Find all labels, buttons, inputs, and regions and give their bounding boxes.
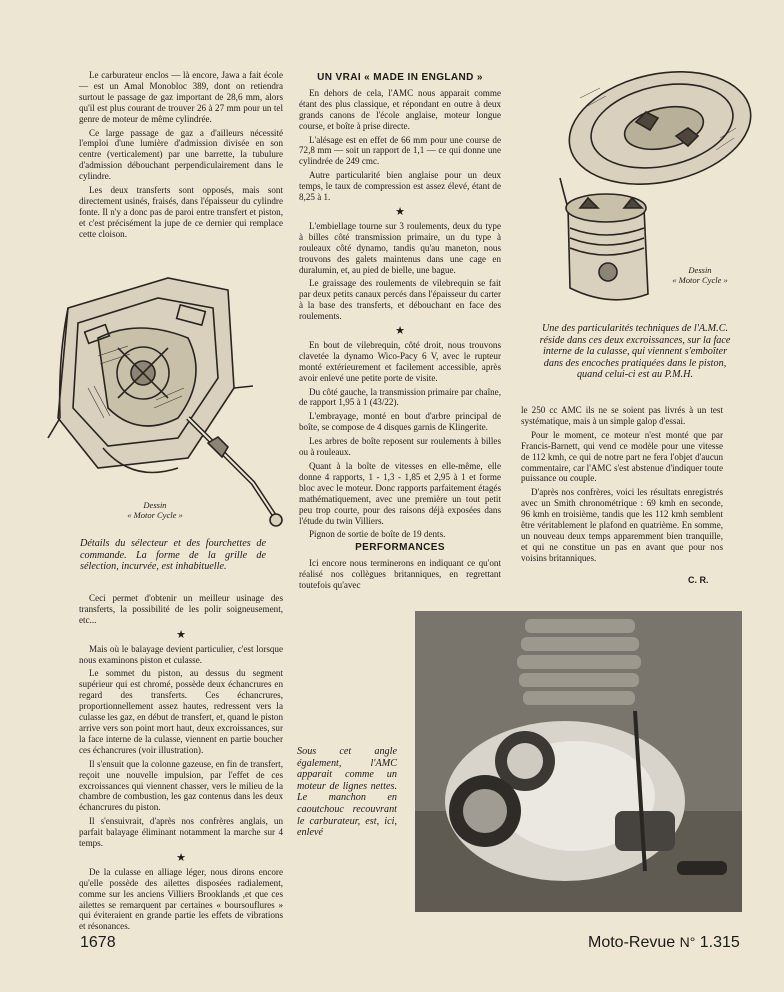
paragraph: L'alésage est en effet de 66 mm pour une course de 72,8 mm — soit un rapport de 1,1 — ce qui donne une cylindrée de 249 cmc. (299, 134, 501, 167)
gear-selector-drawing (38, 268, 284, 530)
paragraph: Il s'ensuit que la colonne gazeuse, en fin de transfert, reçoit une nouvelle impulsion, par l'effet de ces excroissances qui viennent chasser, vers le milieu de la chambre de combustion, les gaz contenus dans les deux échancrures du piston. (79, 758, 283, 813)
credit-line: « Motor Cycle » (127, 510, 183, 520)
paragraph: Autre particularité bien anglaise pour un deux temps, le taux de compression est assez élevé, étant de 8,25 à 1. (299, 170, 501, 203)
paragraph: D'après nos confrères, voici les résultats enregistrés avec un Smith chronométrique : 69 kmh en seconde, 96 kmh en troisième, tandis que les 112 kmh semblent être véritablement le plafond en quatrième. En somme, un nouveau deux temps apparemment bien tranquille, et qui ne constitue un pas en avant que pour nos voisins britanniques. (521, 487, 723, 563)
paragraph: Mais où le balayage devient particulier, c'est lorsque nous examinons piston et culasse. (79, 643, 283, 665)
left-drawing-credit (100, 500, 210, 520)
paragraph: En bout de vilebrequin, côté droit, nous trouvons clavetée la dynamo Wico-Pacy 6 V, avec le rupteur monté extérieurement et facilement accessible, après avoir enlevé une petite porte de visite. (299, 339, 501, 383)
right-drawing-credit (650, 265, 750, 285)
paragraph: L'embiellage tourne sur 3 roulements, deux du type à billes côté transmission primaire, un du type à rouleaux côté dynamo, tandis qu'au maneton, nous trouvons des galets maintenus dans une cage en duralumin, et, au pied de bielle, une bague. (299, 220, 501, 275)
star-separator: ★ (176, 851, 186, 864)
credit-line: Dessin (688, 265, 712, 275)
star-separator: ★ (395, 325, 405, 338)
author-signature: C. R. (688, 575, 709, 585)
middle-column (299, 70, 501, 594)
paragraph: Ici encore nous terminerons en indiquant ce qu'ont réalisé nos collègues britanniques, en regrettant toutefois qu'avec (299, 558, 501, 591)
page-number: 1678 (80, 934, 116, 951)
left-drawing-caption: Détails du sélecteur et des fourchettes de commande. La forme de la grille de sélection, incurvée, est inhabituelle. (80, 538, 266, 573)
photo-caption: Sous cet angle également, l'AMC apparait comme un moteur de lignes nettes. Le manchon en caoutchouc recouvrant le carburateur, est, ici, enlevé (297, 746, 397, 839)
section-heading: PERFORMANCES (355, 542, 445, 554)
paragraph: Le graissage des roulements de vilebrequin se fait par deux petits canaux percés dans l'épaisseur du carter à la base des transferts, et débouchant en face des roulements. (299, 278, 501, 322)
credit-line: « Motor Cycle » (672, 275, 728, 285)
paragraph: Pignon de sortie de boîte de 19 dents. (309, 529, 446, 540)
paragraph: Le carburateur enclos — là encore, Jawa a fait école — est un Amal Monobloc 389, dont on retiendra surtout le passage de gaz important de 28,6 mm, alors qu'il est plus courant de trouver 26 à 27 mm pour un tel genre de moteur de même cylindrée. (79, 70, 283, 124)
star-separator: ★ (176, 628, 186, 641)
magazine-name: Moto-Revue (588, 934, 676, 951)
paragraph: Quant à la boîte de vitesses en elle-même, elle donne 4 rapports, 1 - 1,3 - 1,85 et 2,95 à 1 et forme bloc avec le moteur. Donc rapports parfaitement étagés mathématiquement, avec une première un tout petit peu trop courte, pour des raisons déjà exposées dans l'étude du twin Villiers. (299, 461, 501, 526)
magazine-issue (588, 934, 740, 952)
engine-photo (415, 611, 742, 912)
paragraph: En dehors de cela, l'AMC nous apparait comme étant des plus classique, et répondant en outre à deux grands canons de l'école anglaise, moteur longue course, et boîte à prise directe. (299, 87, 501, 131)
paragraph: Il s'ensuivrait, d'après nos confrères anglais, un parfait balayage éliminant notamment la marche sur 4 temps. (79, 816, 283, 849)
paragraph: Ce large passage de gaz a d'ailleurs nécessité l'emploi d'une lumière d'admission divisée en son centre (verticalement) par une barrette, la tubulure d'admission débouchant perpendiculairement dans le cylindre. (79, 127, 283, 182)
paragraph: L'embrayage, monté en bout d'arbre principal de boîte, se compose de 4 disques garnis de Klingerite. (299, 411, 501, 433)
paragraph: le 250 cc AMC ils ne se soient pas livrés à un test systématique, mais à un simple galop d'essai. (521, 405, 723, 426)
star-separator: ★ (395, 205, 405, 218)
right-drawing-caption: Une des particularités techniques de l'A.M.C. réside dans ces deux excroissances, sur la face interne de la culasse, qui viennent s'emboîter dans des encoches pratiquées dans le piston, quand celui-ci est au P.M.H. (539, 323, 731, 381)
left-column-bottom (79, 593, 283, 935)
left-column-top (79, 70, 283, 243)
section-heading: UN VRAI « MADE IN ENGLAND » (317, 72, 483, 83)
paragraph: Les arbres de boîte reposent sur roulements à billes ou à rouleaux. (299, 436, 501, 458)
paragraph: Le sommet du piston, au dessus du segment supérieur qui est chromé, possède deux échancrures en regard des transferts. Ces échancrures, proportionnellement assez hautes, redressent vers la culasse les gaz, en début de transfert, et, quand le piston arrive vers son point mort haut, deux excroissances, sur la face interne de la culasse, viennent en partie boucher ces échancrures (voir illustration). (79, 668, 283, 755)
credit-line: Dessin (143, 500, 167, 510)
paragraph: Ceci permet d'obtenir un meilleur usinage des transferts, la possibilité de les polir soigneusement, etc... (79, 593, 283, 625)
right-column (521, 405, 723, 567)
paragraph: Du côté gauche, la transmission primaire par chaîne, de rapport 1,95 à 1 (43/22). (299, 386, 501, 408)
issue-prefix: N° (679, 934, 696, 950)
engine-photo-graphic (415, 611, 742, 912)
issue-number: 1.315 (699, 934, 740, 951)
paragraph: Pour le moment, ce moteur n'est monté que par Francis-Barnett, qui vend ce modèle pour une vitesse de 112 kmh, ce qui de notre part ne fera l'objet d'aucun commentaire, car l'AMC s'est abstenue d'indiquer toute puissance ou couple. (521, 429, 723, 484)
paragraph: Les deux transferts sont opposés, mais sont directement usinés, fraisés, dans l'épaisseur du cylindre fonte. Il n'y a donc pas de paroi entre transfert et piston, et c'est précisément la jupe de ce dernier qui remplace cette cloison. (79, 185, 283, 239)
paragraph: De la culasse en alliage léger, nous dirons encore qu'elle possède des ailettes disposées radialement, comme sur les anciens Villiers Brooklands ,et que ces ailettes se remarquent par certaines « boursouflures » qui éviteraient en grande partie les effets de vibrations et résonances. (79, 866, 283, 932)
